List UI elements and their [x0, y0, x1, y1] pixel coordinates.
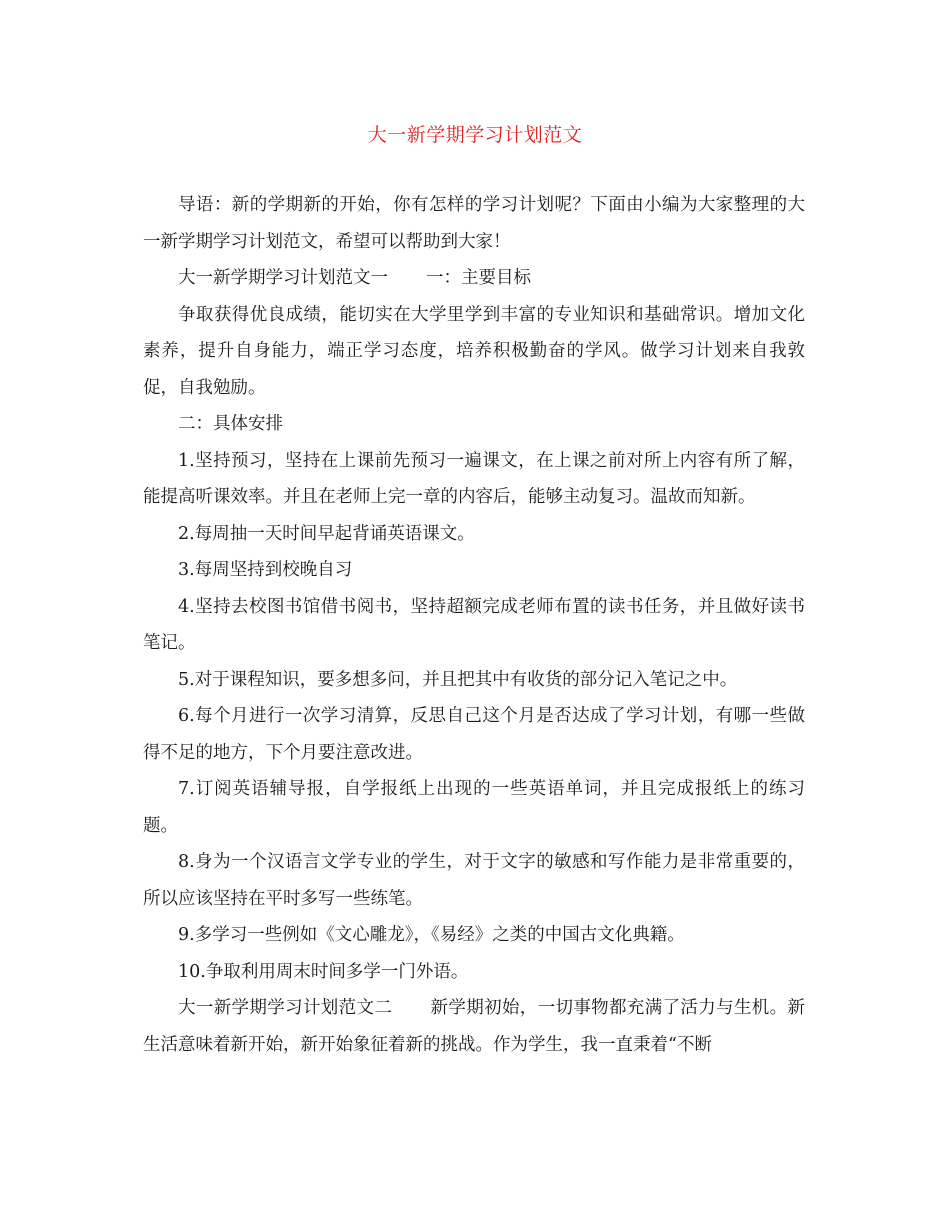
section1-heading: 大一新学期学习计划范文一 — [178, 268, 388, 288]
plan-item: 9.多学习一些例如《文心雕龙》，《易经》之类的中国古文化典籍。 — [178, 925, 685, 945]
plan-item: 8.身为一个汉语言文学专业的学生，对于文字的敏感和写作能力是非常重要的，所以应该坚持在平时多写一些练笔。 — [143, 852, 805, 909]
plan-item: 2.每周抽一天时间早起背诵英语课文。 — [178, 523, 475, 544]
arrangement-heading: 二：具体安排 — [178, 414, 283, 434]
plan-item: 6.每个月进行一次学习清算，反思自己这个月是否达成了学习计划，有哪一些做得不足的地方，下个月要注意改进。 — [143, 706, 805, 763]
plan-item: 10.争取利用周末时间多学一门外语。 — [178, 961, 469, 982]
document-title: 大一新学期学习计划范文 — [367, 124, 583, 146]
plan-item: 4.坚持去校图书馆借书阅书，坚持超额完成老师布置的读书任务，并且做好读书笔记。 — [143, 596, 805, 653]
plan-item: 1.坚持预习，坚持在上课前先预习一遍课文，在上课之前对所上内容有所了解，能提高听课效率。并且在老师上完一章的内容后，能够主动复习。温故而知新。 — [143, 450, 805, 507]
section1-subheading: 一：主要目标 — [426, 268, 531, 288]
plan-item: 3.每周坚持到校晚自习 — [178, 560, 353, 580]
plan-item: 5.对于课程知识，要多想多问，并且把其中有收货的部分记入笔记之中。 — [178, 669, 738, 690]
section2-heading: 大一新学期学习计划范文二 — [178, 998, 393, 1018]
goal-paragraph: 争取获得优良成绩，能切实在大学里学到丰富的专业知识和基础常识。增加文化素养，提升自身能力，端正学习态度，培养积极勤奋的学风。做学习计划来自我敦促，自我勉励。 — [143, 304, 805, 398]
section2-text: 新学期初始，一切事物都充满了活力与生机。新生活意味着新开始，新开始象征着新的挑战。作为学生，我一直秉着“不断 — [143, 998, 806, 1055]
section2-paragraph — [143, 990, 805, 1063]
section1-heading-line — [143, 260, 805, 297]
document-body — [143, 187, 805, 1063]
plan-item: 7.订阅英语辅导报，自学报纸上出现的一些英语单词，并且完成报纸上的练习题。 — [143, 779, 805, 836]
intro-paragraph: 导语：新的学期新的开始，你有怎样的学习计划呢？下面由小编为大家整理的大一新学期学习计划范文，希望可以帮助到大家！ — [143, 195, 805, 252]
